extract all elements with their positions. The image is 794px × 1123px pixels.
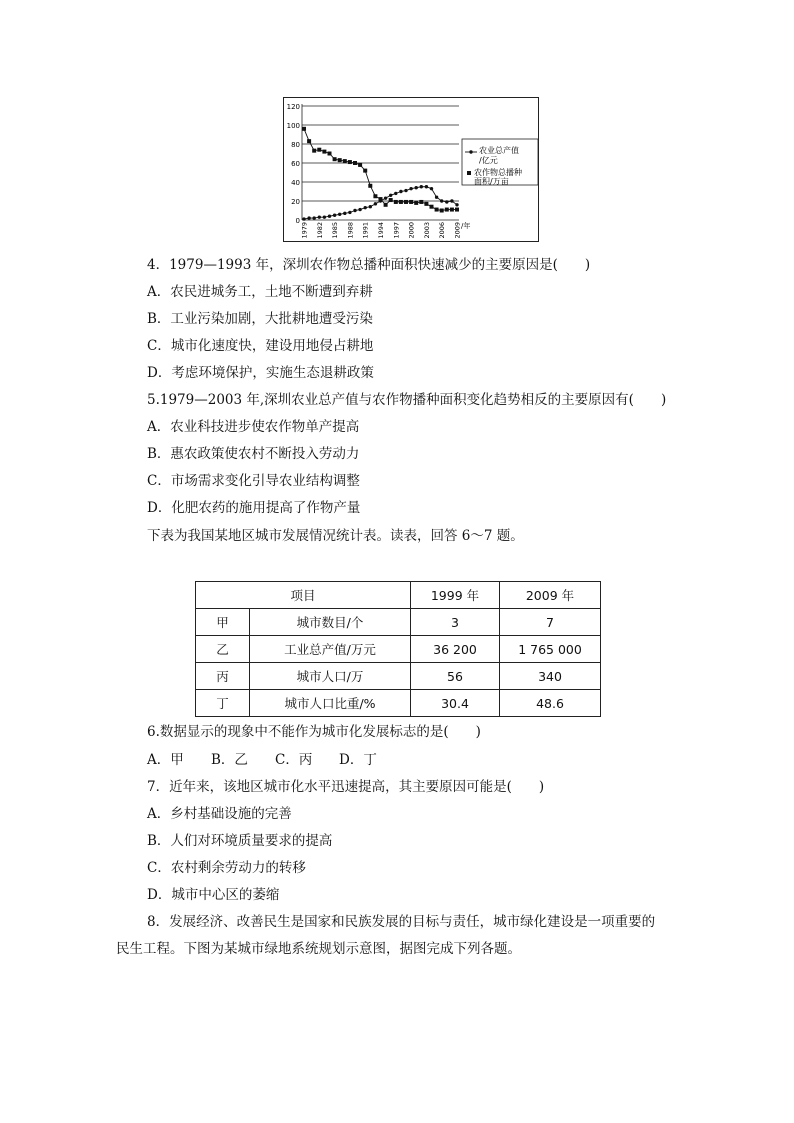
question-7-option-b: B．人们对环境质量要求的提高	[147, 833, 333, 849]
data-point-square	[368, 184, 372, 188]
table-cell: 城市人口/万	[250, 663, 411, 690]
data-point-square	[343, 159, 347, 163]
question-8-line-2: 民生工程。下图为某城市绿地系统规划示意图，据图完成下列各题。	[116, 941, 521, 957]
data-point-square	[450, 208, 454, 212]
table-cell: 甲	[196, 609, 250, 636]
data-point-square	[440, 209, 444, 213]
data-point-square	[455, 208, 459, 212]
data-point-circle	[338, 213, 341, 216]
data-point-circle	[358, 208, 361, 211]
table-cell: 340	[500, 663, 601, 690]
table-header-cell: 项目	[196, 582, 411, 609]
question-6-option-a: A．甲	[147, 752, 184, 768]
data-point-square	[353, 161, 357, 165]
question-7-option-d: D．城市中心区的萎缩	[147, 887, 280, 903]
data-point-square	[389, 198, 393, 202]
data-point-square	[394, 200, 398, 204]
x-tick-label: 1991	[361, 222, 370, 239]
data-point-square	[307, 139, 311, 143]
x-tick-label: 2009	[453, 222, 462, 239]
table-cell: 丙	[196, 663, 250, 690]
data-point-circle	[404, 189, 407, 192]
data-point-circle	[450, 199, 453, 202]
table-row	[196, 636, 601, 663]
table-cell: 乙	[196, 636, 250, 663]
table-cell: 36 200	[411, 636, 500, 663]
data-point-circle	[455, 203, 458, 206]
data-point-square	[424, 202, 428, 206]
data-point-circle	[420, 185, 423, 188]
data-point-square	[322, 150, 326, 154]
data-point-circle	[364, 206, 367, 209]
data-point-square	[414, 201, 418, 205]
data-point-circle	[399, 190, 402, 193]
data-point-circle	[323, 215, 326, 218]
data-point-circle	[328, 215, 331, 218]
data-point-circle	[435, 196, 438, 199]
data-point-square	[384, 203, 388, 207]
table-cell: 7	[500, 609, 601, 636]
table-cell: 3	[411, 609, 500, 636]
table-cell: 56	[411, 663, 500, 690]
data-point-square	[317, 148, 321, 152]
legend-marker-square	[467, 171, 471, 175]
line-chart	[283, 97, 539, 242]
question-5-option-b: B．惠农政策使农村不断投入劳动力	[147, 446, 360, 462]
question-6-option-b: B．乙	[211, 752, 248, 768]
table-header-row	[196, 582, 601, 609]
x-tick-label: 2000	[407, 222, 416, 239]
data-point-square	[419, 200, 423, 204]
question-4-option-b: B．工业污染加剧，大批耕地遭受污染	[147, 311, 373, 327]
x-axis-unit: /年	[461, 222, 471, 230]
question-5-stem: 5.1979—2003 年,深圳农业总产值与农作物播种面积变化趋势相反的主要原因有( )	[147, 392, 667, 408]
question-4-option-d: D．考虑环境保护，实施生态退耕政策	[147, 365, 374, 381]
data-point-square	[333, 157, 337, 161]
data-point-square	[404, 200, 408, 204]
question-6-options	[147, 751, 377, 769]
y-tick-label: 20	[291, 198, 300, 206]
data-point-square	[312, 149, 316, 153]
data-point-square	[409, 200, 413, 204]
question-8-line-1: 8．发展经济、改善民生是国家和民族发展的目标与责任，城市绿化建设是一项重要的	[147, 914, 656, 930]
data-point-square	[379, 197, 383, 201]
x-tick-label: 2003	[422, 222, 431, 239]
question-5-option-c: C．市场需求变化引导农业结构调整	[147, 473, 360, 489]
data-point-square	[373, 194, 377, 198]
data-point-circle	[307, 216, 310, 219]
question-7-option-c: C．农村剩余劳动力的转移	[147, 860, 306, 876]
data-point-square	[430, 205, 434, 209]
data-point-circle	[425, 185, 428, 188]
series-line	[304, 187, 457, 219]
data-point-circle	[343, 212, 346, 215]
table-cell: 30.4	[411, 690, 500, 717]
table-cell: 城市数目/个	[250, 609, 411, 636]
table-cell: 1 765 000	[500, 636, 601, 663]
data-point-square	[338, 158, 342, 162]
data-point-circle	[430, 187, 433, 190]
question-5-option-d: D．化肥农药的施用提高了作物产量	[147, 500, 361, 516]
data-point-circle	[313, 216, 316, 219]
table-cell: 城市人口比重/%	[250, 690, 411, 717]
x-tick-label: 1982	[315, 222, 324, 239]
question-4-option-c: C．城市化速度快，建设用地侵占耕地	[147, 338, 374, 354]
question-6-option-c: C．丙	[275, 752, 313, 768]
data-point-square	[358, 163, 362, 167]
x-tick-label: 1985	[331, 222, 340, 239]
table-cell: 48.6	[500, 690, 601, 717]
x-tick-label: 1994	[377, 222, 385, 239]
question-6-stem: 6.数据显示的现象中不能作为城市化发展标志的是( )	[147, 724, 481, 740]
data-point-circle	[384, 196, 387, 199]
data-point-circle	[389, 194, 392, 197]
y-tick-label: 60	[291, 160, 300, 168]
legend-marker-circle	[469, 150, 472, 153]
table-intro: 下表为我国某地区城市发展情况统计表。读表，回答 6～7 题。	[147, 528, 524, 544]
x-tick-label: 1988	[346, 222, 355, 239]
table-row	[196, 663, 601, 690]
question-6-option-d: D．丁	[339, 752, 377, 768]
data-point-circle	[318, 215, 321, 218]
data-point-circle	[353, 209, 356, 212]
y-tick-label: 0	[295, 217, 300, 225]
x-tick-label: 1997	[392, 222, 401, 239]
table-cell: 工业总产值/万元	[250, 636, 411, 663]
data-point-square	[445, 208, 449, 212]
chart-canvas	[284, 98, 540, 243]
data-point-square	[302, 127, 306, 131]
table-row	[196, 690, 601, 717]
y-tick-label: 100	[286, 122, 300, 130]
legend-label: 农作物总播种	[474, 168, 522, 177]
data-point-square	[348, 160, 352, 164]
question-4-stem: 4．1979—1993 年，深圳农作物总播种面积快速减少的主要原因是( )	[147, 257, 591, 273]
question-5-option-a: A．农业科技进步使农作物单产提高	[147, 419, 360, 435]
data-point-circle	[415, 186, 418, 189]
data-point-square	[435, 208, 439, 212]
table-row	[196, 609, 601, 636]
data-point-circle	[409, 187, 412, 190]
table-header-cell: 1999 年	[411, 582, 500, 609]
question-4-option-a: A．农民进城务工，土地不断遭到弃耕	[147, 284, 373, 300]
data-point-circle	[348, 211, 351, 214]
data-point-circle	[369, 205, 372, 208]
data-point-square	[328, 152, 332, 156]
question-7-option-a: A．乡村基础设施的完善	[147, 806, 292, 822]
data-point-circle	[302, 217, 305, 220]
legend-label: 农业总产值	[479, 146, 519, 155]
data-point-square	[363, 169, 367, 173]
data-point-circle	[394, 192, 397, 195]
y-tick-label: 120	[286, 103, 300, 111]
table-cell: 丁	[196, 690, 250, 717]
data-point-circle	[333, 214, 336, 217]
legend-label: /亿元	[479, 156, 498, 165]
y-tick-label: 80	[291, 141, 300, 149]
data-point-circle	[374, 202, 377, 205]
x-tick-label: 2006	[438, 222, 447, 239]
data-point-square	[399, 200, 403, 204]
y-tick-label: 40	[291, 179, 300, 187]
x-tick-label: 1979	[300, 222, 309, 239]
table-header-cell: 2009 年	[500, 582, 601, 609]
city-development-table	[195, 581, 601, 717]
legend-label: 面积/万亩	[474, 177, 509, 186]
question-7-stem: 7．近年来，该地区城市化水平迅速提高，其主要原因可能是( )	[147, 779, 545, 795]
data-point-circle	[440, 199, 443, 202]
data-point-circle	[445, 200, 448, 203]
